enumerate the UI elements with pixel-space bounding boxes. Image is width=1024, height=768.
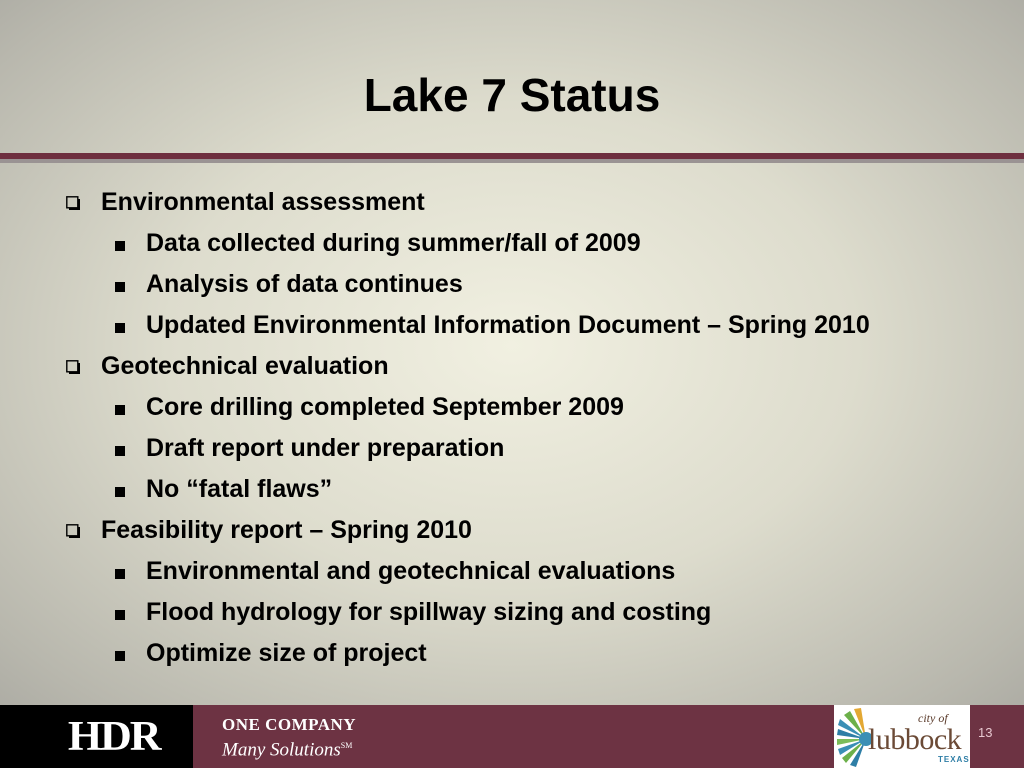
tagline-line1: ONE COMPANY: [222, 715, 357, 734]
square-bullet-icon: [115, 241, 125, 251]
list-item-label: Optimize size of project: [146, 639, 427, 667]
square-bullet-icon: [115, 610, 125, 620]
checkbox-bullet-icon: [66, 360, 80, 374]
section-heading-label: Feasibility report – Spring 2010: [101, 516, 472, 544]
section-heading-label: Geotechnical evaluation: [101, 352, 389, 380]
page-number: 13: [978, 725, 993, 740]
slide-title: Lake 7 Status: [363, 69, 661, 121]
hdr-logo-box: [0, 705, 193, 768]
section-heading-label: Environmental assessment: [101, 188, 425, 216]
service-mark: SM: [340, 741, 353, 750]
square-bullet-icon: [115, 487, 125, 497]
square-bullet-icon: [115, 569, 125, 579]
square-bullet-icon: [115, 446, 125, 456]
company-tagline: [222, 715, 356, 761]
square-bullet-icon: [115, 323, 125, 333]
checkbox-bullet-icon: [66, 196, 80, 210]
list-item-label: Draft report under preparation: [146, 434, 505, 462]
square-bullet-icon: [115, 651, 125, 661]
list-item-label: Environmental and geotechnical evaluations: [146, 557, 676, 585]
slide-footer: [0, 705, 1024, 768]
city-of-label: city of: [918, 711, 948, 725]
square-bullet-icon: [115, 405, 125, 415]
hdr-logo: HDR: [67, 714, 160, 760]
square-bullet-icon: [115, 282, 125, 292]
tagline-line2-text: Many Solutions: [222, 739, 341, 761]
list-item-label: Data collected during summer/fall of 2009: [146, 229, 641, 257]
list-item-label: No “fatal flaws”: [146, 475, 333, 503]
tagline-line2: [222, 735, 356, 761]
texas-label: TEXAS: [938, 755, 970, 764]
list-item-label: Analysis of data continues: [146, 270, 463, 298]
city-of-lubbock-logo: [834, 705, 970, 768]
list-item-label: Core drilling completed September 2009: [146, 393, 624, 421]
list-item-label: Updated Environmental Information Document – Spring 2010: [146, 311, 870, 339]
lubbock-label: lubbock: [868, 723, 962, 756]
checkbox-bullet-icon: [66, 524, 80, 538]
list-item-label: Flood hydrology for spillway sizing and costing: [146, 598, 712, 626]
